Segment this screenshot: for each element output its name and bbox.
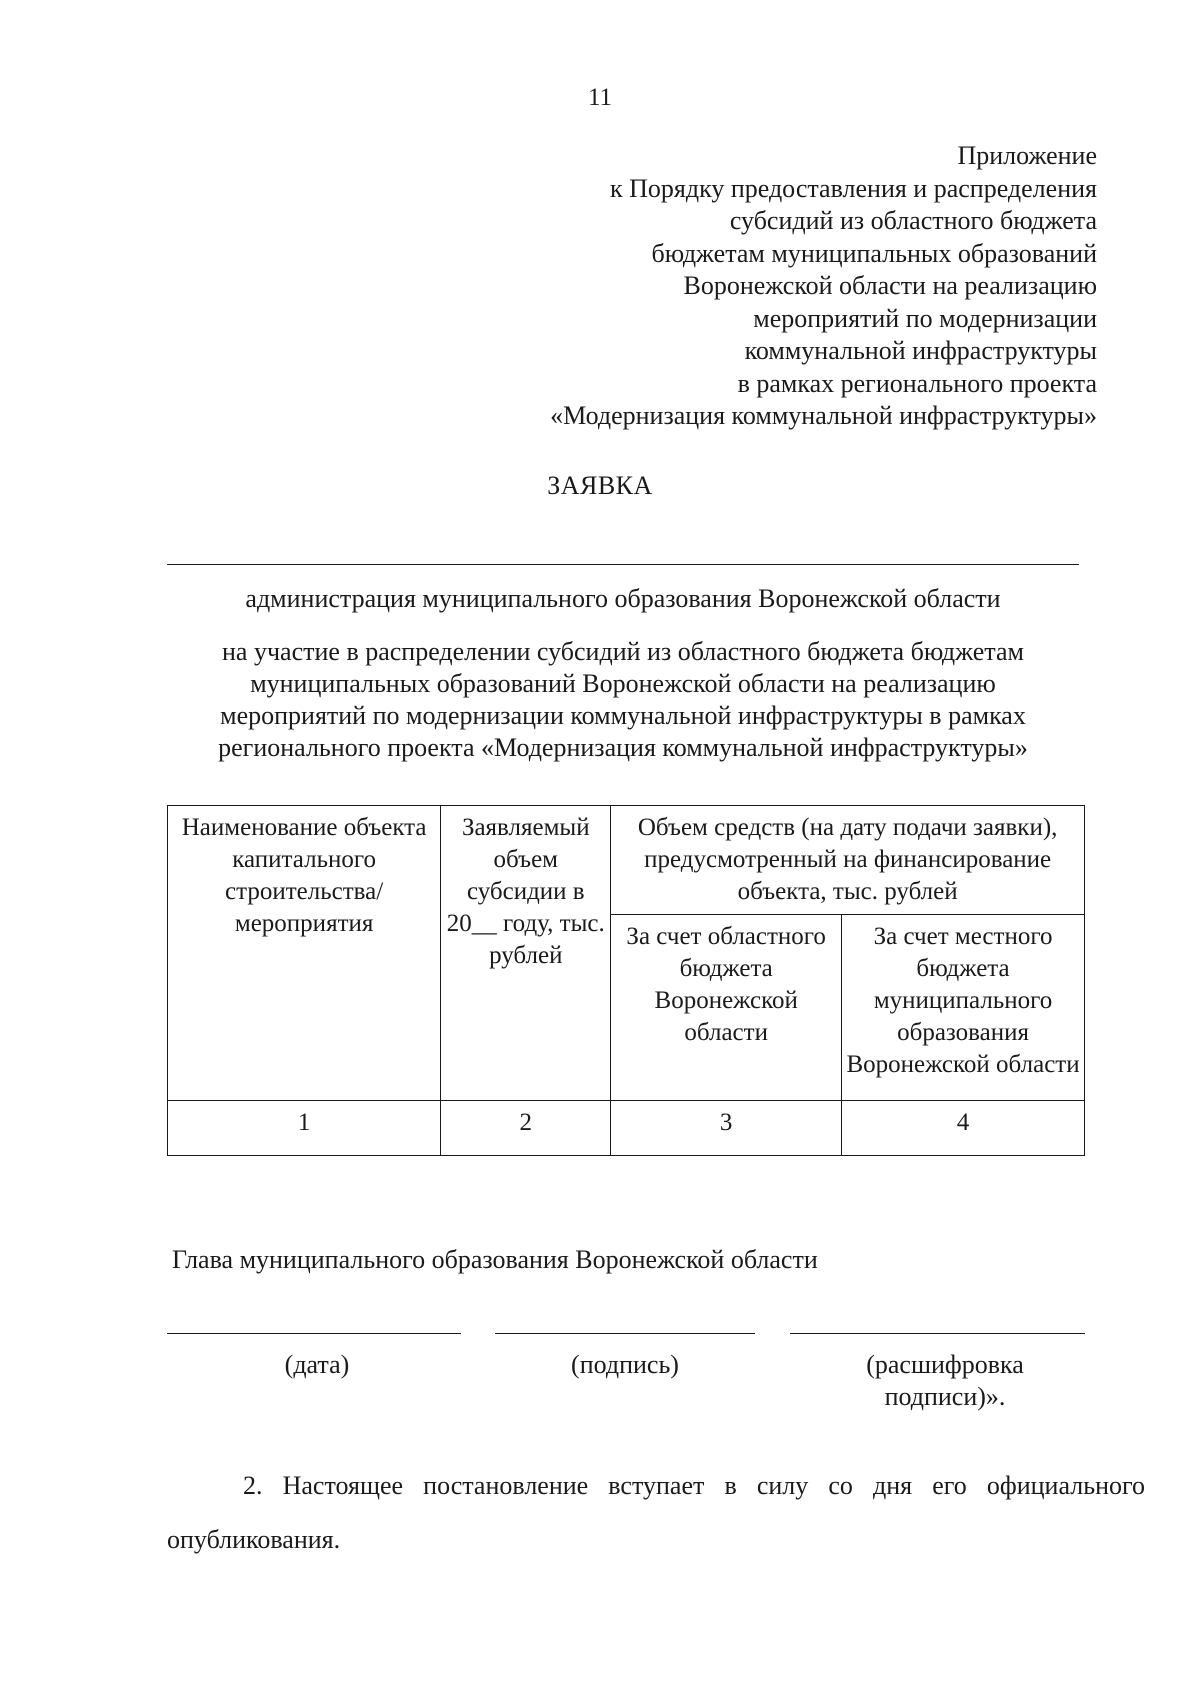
appendix-line: Воронежской области на реализацию bbox=[683, 271, 1097, 300]
purpose-text bbox=[167, 636, 1079, 764]
header-local-budget: За счет местного бюджета муниципального образования Воронежской области bbox=[842, 915, 1085, 1101]
decoding-label-line: подписи)». bbox=[884, 1382, 1006, 1411]
column-number: 4 bbox=[842, 1101, 1085, 1156]
decree-paragraph: 2. Настоящее постановление вступает в силу со дня его официального опубликования. bbox=[167, 1471, 1145, 1554]
column-number: 2 bbox=[441, 1101, 611, 1156]
signature-line bbox=[495, 1333, 755, 1334]
appendix-line: Приложение bbox=[957, 141, 1097, 170]
header-regional-budget: За счет областного бюджета Воронежской области bbox=[611, 915, 842, 1101]
applicant-blank-line bbox=[167, 564, 1079, 565]
appendix-line: мероприятий по модернизации bbox=[753, 303, 1097, 333]
purpose-line: муниципальных образований Воронежской области на реализацию bbox=[250, 669, 996, 698]
decoding-label-line: (расшифровка bbox=[866, 1350, 1024, 1379]
appendix-line: коммунальной инфраструктуры bbox=[744, 336, 1097, 365]
column-number: 1 bbox=[168, 1101, 441, 1156]
date-line bbox=[167, 1333, 461, 1334]
appendix-line: к Порядку предоставления и распределения bbox=[609, 173, 1097, 203]
appendix-line: в рамках регионального проекта bbox=[737, 368, 1097, 398]
table-header-row bbox=[168, 806, 1085, 915]
appendix-line: бюджетам муниципальных образований bbox=[651, 238, 1097, 268]
column-number: 3 bbox=[611, 1101, 842, 1156]
signature-label: (подпись) bbox=[571, 1350, 679, 1379]
decoding-line bbox=[790, 1333, 1085, 1334]
page-number: 11 bbox=[587, 84, 613, 111]
purpose-line: на участие в распределении субсидий из областного бюджета бюджетам bbox=[222, 637, 1024, 666]
document-title: ЗАЯВКА bbox=[547, 471, 653, 500]
appendix-block bbox=[397, 140, 1097, 433]
applicant-caption: администрация муниципального образования Воронежской области bbox=[245, 584, 1001, 613]
purpose-line: регионального проекта «Модернизация коммунальной инфраструктуры» bbox=[218, 733, 1028, 762]
header-requested-subsidy: Заявляемый объем субсидии в 20__ году, тыс. рублей bbox=[441, 806, 611, 1101]
head-signature-title: Глава муниципального образования Воронежской области bbox=[172, 1245, 818, 1274]
header-object-name: Наименование объекта капитального строительства/ мероприятия bbox=[168, 806, 441, 1101]
appendix-line: субсидий из областного бюджета bbox=[729, 206, 1097, 235]
date-label: (дата) bbox=[284, 1350, 350, 1379]
decoding-label bbox=[825, 1349, 1065, 1413]
header-funding-group: Объем средств (на дату подачи заявки), предусмотренный на финансирование объекта, тыс. рублей bbox=[611, 806, 1085, 915]
application-table bbox=[167, 805, 1085, 1156]
appendix-line: «Модернизация коммунальной инфраструктуры» bbox=[550, 401, 1097, 430]
table-row bbox=[168, 1101, 1085, 1156]
purpose-line: мероприятий по модернизации коммунальной инфраструктуры в рамках bbox=[220, 701, 1026, 730]
